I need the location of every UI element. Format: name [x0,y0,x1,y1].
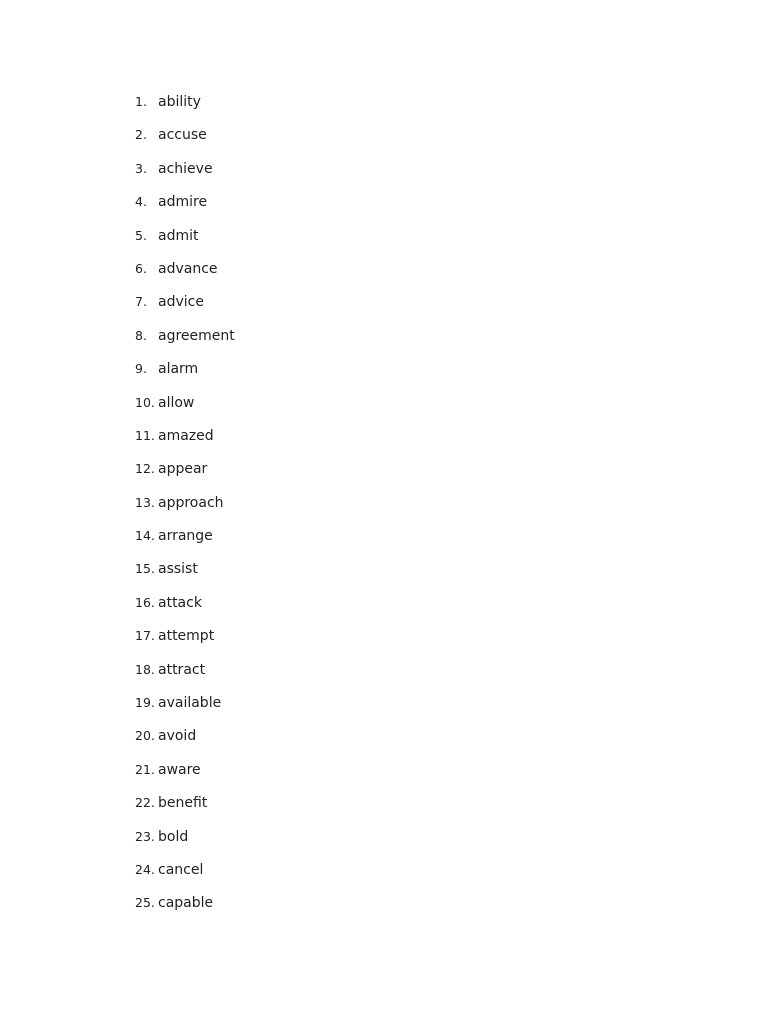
list-item [135,191,235,224]
list-item [135,625,235,658]
item-word: aware [158,761,201,778]
list-item [135,358,235,391]
list-item [135,692,235,725]
item-number: 25. [135,895,155,911]
list-item [135,392,235,425]
item-number: 11. [135,427,155,443]
list-item [135,659,235,692]
list-item [135,892,235,925]
list-item [135,425,235,458]
list-item [135,592,235,625]
list-item [135,124,235,157]
item-word: advice [158,294,204,311]
list-item [135,792,235,825]
item-word: ability [158,94,201,110]
item-word: agreement [158,327,235,344]
item-word: alarm [158,361,199,378]
item-word: avoid [158,728,197,745]
item-word: attract [158,661,206,678]
item-number: 4. [135,194,147,210]
word-list [135,91,235,926]
item-word: cancel [158,861,204,878]
item-number: 17. [135,628,155,644]
list-item [135,91,235,124]
list-item [135,492,235,525]
item-word: admit [158,227,199,244]
item-number: 3. [135,160,147,176]
item-number: 12. [135,461,155,477]
item-number: 7. [135,294,147,310]
item-number: 5. [135,227,147,243]
item-number: 1. [135,94,147,109]
item-number: 23. [135,828,155,844]
item-number: 13. [135,494,155,510]
item-word: admire [158,194,208,211]
list-item [135,325,235,358]
item-number: 6. [135,260,147,276]
item-number: 14. [135,528,155,544]
item-number: 18. [135,661,155,677]
list-item [135,258,235,291]
item-number: 9. [135,361,147,377]
item-word: arrange [158,528,213,545]
item-number: 2. [135,127,147,143]
list-item [135,225,235,258]
list-item [135,291,235,324]
item-word: assist [158,561,198,578]
item-word: achieve [158,160,213,177]
list-item [135,558,235,591]
item-number: 16. [135,594,155,610]
item-number: 8. [135,327,147,343]
item-word: accuse [158,127,207,144]
list-item [135,458,235,491]
item-number: 24. [135,861,155,877]
item-word: allow [158,394,195,411]
item-word: bold [158,828,189,845]
list-item [135,826,235,859]
item-number: 10. [135,394,155,410]
item-word: attack [158,594,202,611]
item-number: 21. [135,761,155,777]
item-word: capable [158,895,214,912]
list-item [135,725,235,758]
item-word: amazed [158,427,214,444]
item-word: advance [158,260,218,277]
list-item [135,759,235,792]
item-word: available [158,695,222,712]
list-item [135,525,235,558]
item-word: approach [158,494,224,511]
item-word: appear [158,461,208,478]
item-word: benefit [158,795,208,812]
list-item [135,859,235,892]
item-number: 19. [135,695,155,711]
item-number: 15. [135,561,155,577]
item-number: 22. [135,795,155,811]
list-item [135,158,235,191]
item-number: 20. [135,728,155,744]
item-word: attempt [158,628,215,645]
